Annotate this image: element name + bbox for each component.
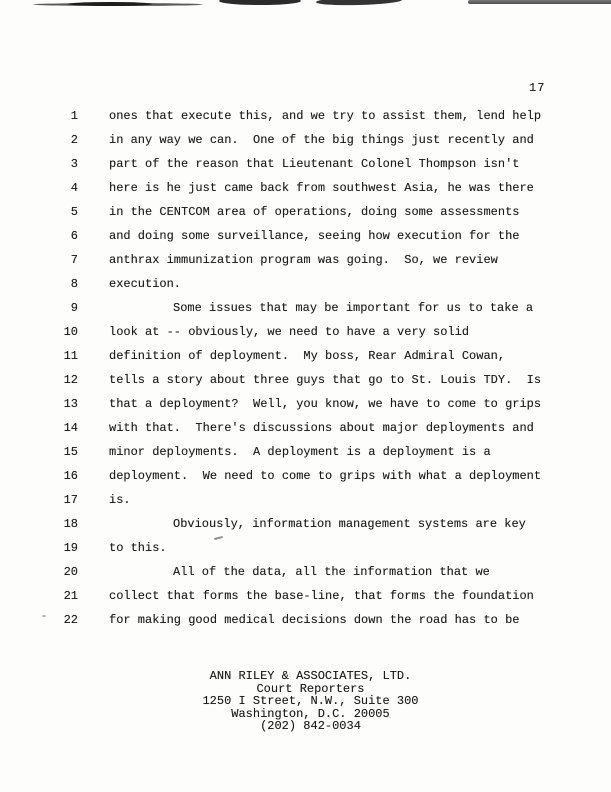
line-number: 10 — [63, 325, 78, 339]
line-text: Some issues that may be important for us to take a — [173, 301, 534, 315]
transcript-line — [0, 584, 611, 608]
transcript-line — [0, 176, 611, 200]
line-number: 12 — [63, 373, 78, 387]
line-text: anthrax immunization program was going. So, we review — [109, 253, 498, 267]
transcript-line — [0, 344, 611, 368]
transcript-line — [0, 392, 611, 416]
line-number: 5 — [70, 205, 78, 219]
line-text: ones that execute this, and we try to assist them, lend help — [109, 109, 542, 123]
transcript-line — [0, 104, 611, 128]
footer-line: (202) 842-0034 — [260, 719, 361, 733]
line-number: 18 — [63, 517, 78, 531]
line-number: 15 — [63, 445, 78, 459]
line-number: 4 — [70, 181, 78, 195]
scan-artifact-top-4 — [468, 0, 611, 4]
line-text: collect that forms the base-line, that forms the foundation — [109, 589, 534, 603]
line-number: 13 — [63, 397, 78, 411]
line-text: to this. — [109, 541, 167, 555]
transcript-line — [0, 440, 611, 464]
scan-artifact-top-1 — [33, 3, 203, 6]
line-text: definition of deployment. My boss, Rear Admiral Cowan, — [109, 349, 506, 363]
line-number: 8 — [70, 277, 78, 291]
scan-artifact-top-1-dark — [68, 2, 152, 6]
transcript-line — [0, 368, 611, 392]
scan-artifact-top-3 — [316, 0, 402, 6]
transcript-line — [0, 560, 611, 584]
line-text: is. — [109, 493, 131, 507]
footer-line: ANN RILEY & ASSOCIATES, LTD. — [209, 669, 412, 683]
line-number: 7 — [70, 253, 78, 267]
line-number: 19 — [63, 541, 78, 555]
line-text: in any way we can. One of the big things just recently and — [109, 133, 534, 147]
line-number: 1 — [70, 109, 78, 123]
transcript-line — [0, 224, 611, 248]
transcript-line — [0, 200, 611, 224]
line-number: 22 — [63, 613, 78, 627]
transcript-line — [0, 128, 611, 152]
scan-artifact-top-2 — [219, 0, 301, 5]
line-text: tells a story about three guys that go to St. Louis TDY. Is — [109, 373, 542, 387]
reporter-footer — [5, 670, 611, 733]
transcript-line — [0, 296, 611, 320]
line-text: All of the data, all the information that we — [173, 565, 490, 579]
transcript-body — [0, 104, 611, 632]
line-number: 16 — [63, 469, 78, 483]
line-text: look at -- obviously, we need to have a very solid — [109, 325, 470, 339]
page-number: 17 — [529, 81, 546, 95]
transcript-line — [0, 536, 611, 560]
line-text: with that. There's discussions about major deployments and — [109, 421, 534, 435]
line-number: 6 — [70, 229, 78, 243]
transcript-line — [0, 512, 611, 536]
line-text: that a deployment? Well, you know, we have to come to grips — [109, 397, 542, 411]
footer-line: Court Reporters — [256, 681, 365, 696]
line-number: 20 — [63, 565, 78, 579]
line-number: 3 — [70, 157, 78, 171]
line-text: execution. — [109, 277, 182, 291]
transcript-line — [0, 272, 611, 296]
line-text: part of the reason that Lieutenant Colonel Thompson isn't — [109, 157, 520, 171]
transcript-line — [0, 416, 611, 440]
line-number: 21 — [63, 589, 78, 603]
line-text: for making good medical decisions down the road has to be — [109, 613, 520, 627]
line-text: Obviously, information management systems are key — [173, 517, 526, 531]
line-text: minor deployments. A deployment is a deployment is a — [109, 445, 491, 459]
transcript-line — [0, 320, 611, 344]
transcript-line — [0, 248, 611, 272]
line-number: 14 — [63, 421, 78, 435]
transcript-line — [0, 488, 611, 512]
footer-line: 1250 I Street, N.W., Suite 300 — [202, 694, 419, 708]
line-number: 9 — [70, 301, 78, 315]
line-number: 17 — [63, 493, 78, 507]
line-text: deployment. We need to come to grips with what a deployment — [109, 469, 542, 483]
transcript-line — [0, 608, 611, 632]
footer-line: Washington, D.C. 20005 — [231, 706, 390, 721]
line-number: 2 — [70, 133, 78, 147]
line-number: 11 — [63, 349, 78, 363]
transcript-line — [0, 152, 611, 176]
line-text: here is he just came back from southwest Asia, he was there — [109, 181, 534, 195]
transcript-line — [0, 464, 611, 488]
line-text: and doing some surveillance, seeing how execution for the — [109, 229, 520, 243]
line-text: in the CENTCOM area of operations, doing some assessments — [109, 205, 520, 219]
